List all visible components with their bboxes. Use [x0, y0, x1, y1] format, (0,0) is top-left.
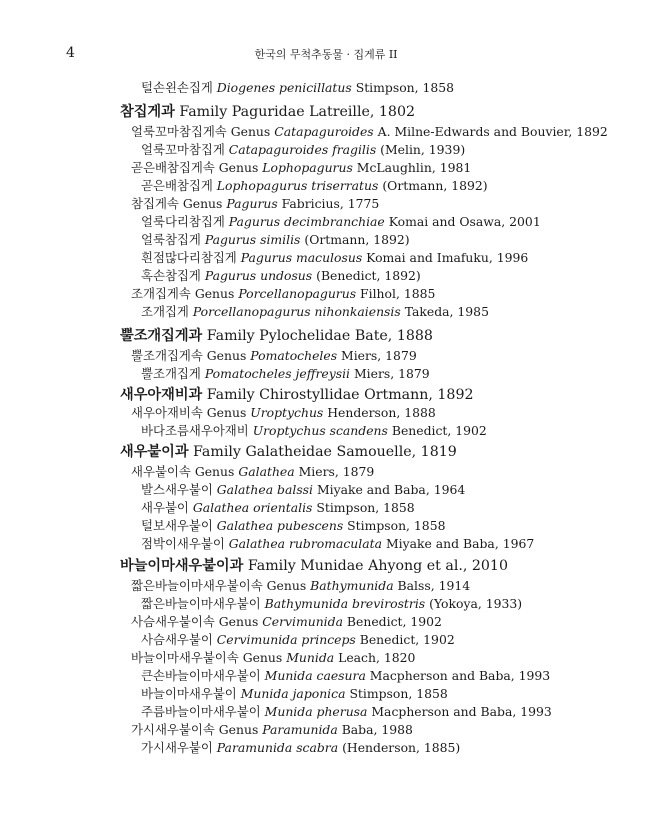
- scientific-name: Diogenes penicillatus: [216, 80, 352, 95]
- korean-name: 조개집게속: [131, 286, 191, 301]
- authority: Benedict, 1902: [346, 614, 442, 629]
- scientific-name: Lophopagurus triserratus: [216, 178, 379, 193]
- korean-name: 새우붙이속: [131, 464, 191, 479]
- scientific-name: Galathea pubescens: [216, 518, 344, 533]
- scientific-name: Uroptychus: [250, 405, 324, 420]
- genus-entry: [131, 196, 379, 212]
- scientific-name: Cervimunida: [262, 614, 343, 629]
- species-entry: [141, 80, 454, 96]
- genus-entry: [131, 578, 470, 594]
- authority: Leach, 1820: [338, 650, 416, 665]
- scientific-name: Paramunida: [262, 722, 338, 737]
- scientific-name: Pagurus: [226, 196, 278, 211]
- korean-name: 참집게속: [131, 196, 179, 211]
- korean-name: 얼룩참집게: [141, 232, 201, 247]
- korean-name: 곧은배참집게: [141, 178, 213, 193]
- scientific-name: Galathea orientalis: [192, 500, 313, 515]
- rank-label: Genus: [194, 464, 235, 479]
- rank-label: Genus: [218, 614, 259, 629]
- authority: Samouelle, 1819: [336, 444, 457, 460]
- scientific-name: Munida japonica: [240, 686, 346, 701]
- korean-name: 짧은바늘이마새우붙이속: [131, 578, 263, 593]
- scientific-name: Porcellanopagurus nihonkaiensis: [192, 304, 401, 319]
- rank-label: Genus: [266, 578, 307, 593]
- species-entry: [141, 232, 410, 248]
- korean-name: 짧은바늘이마새우붙이: [141, 596, 261, 611]
- scientific-name: Munidae: [300, 558, 364, 574]
- genus-entry: [131, 286, 435, 302]
- genus-entry: [131, 348, 417, 364]
- korean-name: 조개집게: [141, 304, 189, 319]
- species-entry: [141, 304, 489, 320]
- scientific-name: Galatheidae: [245, 444, 332, 460]
- scientific-name: Pomatocheles jeffreysii: [204, 366, 351, 381]
- family-entry: [120, 327, 433, 345]
- authority: Takeda, 1985: [404, 304, 489, 319]
- authority: Stimpson, 1858: [316, 500, 415, 515]
- species-entry: [141, 518, 445, 534]
- species-entry: [141, 366, 430, 382]
- genus-entry: [131, 650, 415, 666]
- korean-name: 새우붙이과: [120, 444, 189, 460]
- korean-name: 털손왼손집게: [141, 80, 213, 95]
- authority: Baba, 1988: [341, 722, 413, 737]
- scientific-name: Paguridae: [231, 104, 305, 120]
- scientific-name: Lophopagurus: [262, 160, 353, 175]
- species-entry: [141, 704, 552, 720]
- page-number: 4: [66, 45, 75, 61]
- korean-name: 점박이새우붙이: [141, 536, 225, 551]
- species-entry: [141, 178, 488, 194]
- authority: Benedict, 1902: [391, 423, 487, 438]
- rank-label: Family: [193, 444, 241, 460]
- species-entry: [141, 632, 455, 648]
- scientific-name: Pagurus similis: [204, 232, 301, 247]
- species-entry: [141, 500, 415, 516]
- korean-name: 얼룩꼬마참집게속: [131, 124, 227, 139]
- scientific-name: Pagurus maculosus: [240, 250, 363, 265]
- family-entry: [120, 443, 457, 461]
- authority: Macpherson and Baba, 1993: [369, 668, 551, 683]
- scientific-name: Cervimunida princeps: [216, 632, 356, 647]
- authority: Ortmann, 1892: [364, 387, 474, 403]
- korean-name: 얼룩다리참집게: [141, 214, 225, 229]
- scientific-name: Catapaguroides: [274, 124, 374, 139]
- korean-name: 바늘이마새우붙이: [141, 686, 237, 701]
- scientific-name: Munida: [286, 650, 335, 665]
- korean-name: 곧은배참집게속: [131, 160, 215, 175]
- authority: Macpherson and Baba, 1993: [371, 704, 552, 719]
- family-entry: [120, 386, 474, 404]
- scientific-name: Catapaguroides fragilis: [228, 142, 377, 157]
- scientific-name: Galathea rubromaculata: [228, 536, 382, 551]
- authority: (Benedict, 1892): [316, 268, 421, 283]
- authority: Bate, 1888: [354, 328, 433, 344]
- authority: Benedict, 1902: [359, 632, 455, 647]
- rank-label: Genus: [218, 160, 259, 175]
- family-entry: [120, 103, 415, 121]
- genus-entry: [131, 614, 442, 630]
- korean-name: 발스새우붙이: [141, 482, 213, 497]
- scientific-name: Galathea: [238, 464, 295, 479]
- authority: (Yokoya, 1933): [429, 596, 523, 611]
- korean-name: 뿔조개집게속: [131, 348, 203, 363]
- korean-name: 혹손참집게: [141, 268, 201, 283]
- family-entry: [120, 557, 508, 575]
- scientific-name: Pagurus decimbranchiae: [228, 214, 385, 229]
- korean-name: 주름바늘이마새우붙이: [141, 704, 261, 719]
- scientific-name: Munida caesura: [264, 668, 366, 683]
- scientific-name: Galathea balssi: [216, 482, 313, 497]
- rank-label: Genus: [206, 348, 247, 363]
- rank-label: Family: [247, 558, 296, 574]
- rank-label: Genus: [206, 405, 247, 420]
- rank-label: Family: [206, 387, 255, 403]
- korean-name: 가시새우붙이: [141, 740, 213, 755]
- rank-label: Genus: [242, 650, 283, 665]
- scientific-name: Bathymunida: [310, 578, 394, 593]
- genus-entry: [131, 722, 413, 738]
- authority: A. Milne-Edwards and Bouvier, 1892: [377, 124, 608, 139]
- authority: (Ortmann, 1892): [382, 178, 488, 193]
- korean-name: 새우붙이: [141, 500, 189, 515]
- species-entry: [141, 536, 534, 552]
- korean-name: 큰손바늘이마새우붙이: [141, 668, 261, 683]
- scientific-name: Pylochelidae: [259, 328, 351, 344]
- authority: Ahyong et al., 2010: [368, 558, 508, 574]
- authority: Stimpson, 1858: [355, 80, 455, 95]
- authority: Komai and Osawa, 2001: [388, 214, 541, 229]
- rank-label: Family: [179, 104, 228, 120]
- scientific-name: Chirostyllidae: [259, 387, 360, 403]
- species-entry: [141, 423, 487, 439]
- authority: Stimpson, 1858: [349, 686, 448, 701]
- genus-entry: [131, 160, 471, 176]
- rank-label: Genus: [230, 124, 271, 139]
- species-entry: [141, 214, 541, 230]
- korean-name: 참집게과: [120, 104, 175, 120]
- korean-name: 새우아재비속: [131, 405, 203, 420]
- korean-name: 뿔조개집게과: [120, 328, 203, 344]
- authority: McLaughlin, 1981: [356, 160, 472, 175]
- genus-entry: [131, 464, 374, 480]
- scientific-name: Paramunida scabra: [216, 740, 339, 755]
- korean-name: 사슴새우붙이속: [131, 614, 215, 629]
- rank-label: Genus: [182, 196, 223, 211]
- authority: Miyake and Baba, 1964: [316, 482, 466, 497]
- species-entry: [141, 268, 421, 284]
- authority: Miers, 1879: [298, 464, 375, 479]
- korean-name: 사슴새우붙이: [141, 632, 213, 647]
- authority: Henderson, 1888: [327, 405, 436, 420]
- authority: Komai and Imafuku, 1996: [366, 250, 529, 265]
- running-title: 한국의 무척추동물 · 집게류 II: [254, 48, 398, 61]
- korean-name: 가시새우붙이속: [131, 722, 215, 737]
- rank-label: Genus: [218, 722, 259, 737]
- species-entry: [141, 668, 550, 684]
- korean-name: 새우아재비과: [120, 387, 203, 403]
- genus-entry: [131, 405, 436, 421]
- authority: (Henderson, 1885): [342, 740, 461, 755]
- authority: Fabricius, 1775: [281, 196, 380, 211]
- authority: Latreille, 1802: [309, 104, 416, 120]
- species-entry: [141, 686, 448, 702]
- genus-entry: [131, 124, 608, 140]
- authority: Stimpson, 1858: [347, 518, 446, 533]
- korean-name: 바다조름새우아재비: [141, 423, 249, 438]
- authority: Balss, 1914: [397, 578, 471, 593]
- korean-name: 흰점많다리참집게: [141, 250, 237, 265]
- species-entry: [141, 250, 528, 266]
- rank-label: Family: [206, 328, 255, 344]
- korean-name: 털보새우붙이: [141, 518, 213, 533]
- scientific-name: Porcellanopagurus: [238, 286, 357, 301]
- scientific-name: Munida pherusa: [264, 704, 368, 719]
- scientific-name: Uroptychus scandens: [252, 423, 388, 438]
- authority: Miers, 1879: [341, 348, 417, 363]
- authority: Miers, 1879: [353, 366, 430, 381]
- rank-label: Genus: [194, 286, 235, 301]
- korean-name: 얼룩꼬마참집게: [141, 142, 225, 157]
- species-entry: [141, 142, 465, 158]
- authority: (Melin, 1939): [380, 142, 466, 157]
- korean-name: 바늘이마새우붙이속: [131, 650, 239, 665]
- species-entry: [141, 740, 460, 756]
- authority: (Ortmann, 1892): [304, 232, 410, 247]
- scientific-name: Bathymunida brevirostris: [264, 596, 426, 611]
- authority: Miyake and Baba, 1967: [385, 536, 535, 551]
- korean-name: 뿔조개집게: [141, 366, 201, 381]
- scientific-name: Pagurus undosus: [204, 268, 313, 283]
- species-entry: [141, 596, 522, 612]
- scientific-name: Pomatocheles: [250, 348, 338, 363]
- authority: Filhol, 1885: [360, 286, 436, 301]
- korean-name: 바늘이마새우붙이과: [120, 558, 244, 574]
- species-entry: [141, 482, 465, 498]
